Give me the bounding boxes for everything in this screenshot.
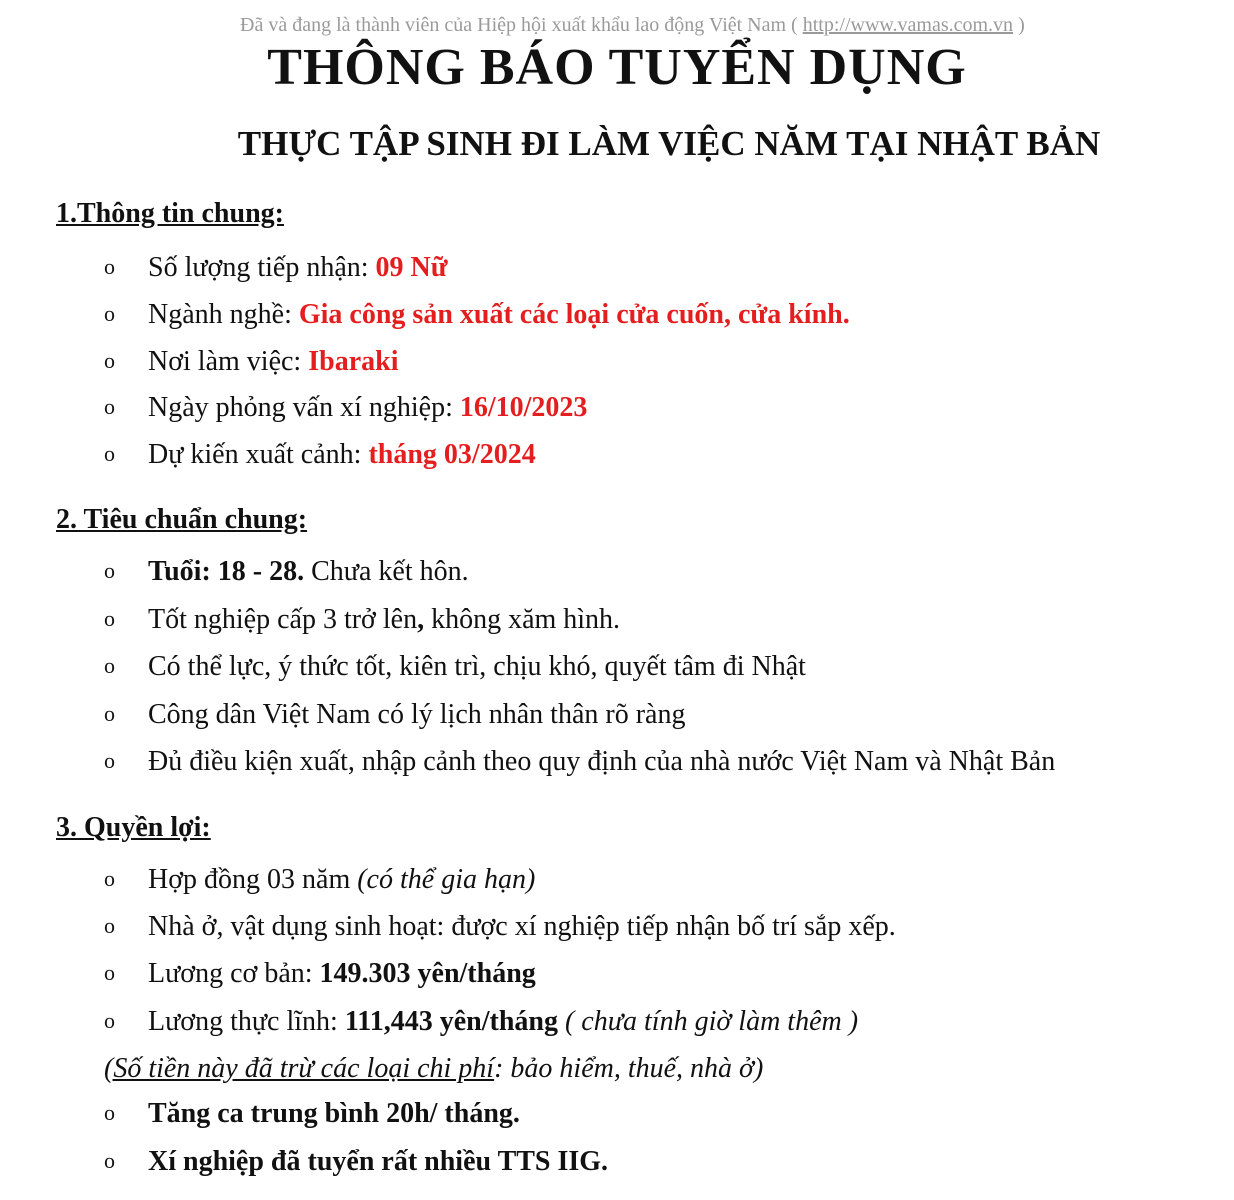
location-value: Ibaraki — [308, 346, 399, 377]
bullet-icon: o — [104, 558, 115, 583]
list-item-company — [104, 1146, 608, 1178]
list-item-departure — [104, 439, 536, 471]
page-title: THÔNG BÁO TUYỂN DỤNG — [267, 39, 967, 96]
section-heading-requirements: 2. Tiêu chuẩn chung: — [56, 504, 308, 535]
list-item-overtime — [104, 1098, 520, 1130]
company-text: Xí nghiệp đã tuyển rất nhiều TTS IIG. — [148, 1146, 609, 1177]
membership-note — [240, 14, 1200, 37]
net-salary-note: ( chưa tính giờ làm thêm ) — [557, 1006, 859, 1037]
website-link[interactable]: http://www.vamas.com.vn — [802, 14, 1014, 36]
quantity-value: 09 Nữ — [375, 252, 448, 283]
bullet-icon: o — [104, 394, 115, 419]
list-item-education — [104, 604, 620, 636]
housing-text: Nhà ở, vật dụng sinh hoạt: được xí nghiệp tiếp nhận bố trí sắp xếp. — [148, 911, 896, 942]
departure-value: tháng 03/2024 — [368, 439, 536, 470]
bullet-icon: o — [104, 913, 115, 938]
section-heading-benefits: 3. Quyền lợi: — [56, 812, 211, 843]
list-item-citizen — [104, 699, 685, 731]
bullet-icon: o — [104, 1148, 115, 1173]
list-item-net-salary — [104, 1006, 858, 1038]
bullet-icon: o — [104, 301, 115, 326]
location-label: Nơi làm việc: — [148, 346, 309, 377]
list-item-quantity — [104, 252, 448, 284]
bullet-icon: o — [104, 653, 115, 678]
net-salary-value: 111,443 yên/tháng — [344, 1006, 558, 1037]
bullet-icon: o — [104, 866, 115, 891]
list-item-age — [104, 556, 469, 588]
contract-note: (có thể gia hạn) — [357, 864, 536, 895]
page-subtitle: THỰC TẬP SINH ĐI LÀM VIỆC NĂM TẠI NHẬT BẢN — [237, 124, 1101, 163]
list-item-location — [104, 346, 398, 378]
section-heading-general-info: 1.Thông tin chung: — [56, 198, 284, 229]
list-item-interview-date — [104, 392, 587, 424]
base-salary-label: Lương cơ bản: — [148, 958, 320, 989]
list-item-industry — [104, 299, 850, 331]
bullet-icon: o — [104, 960, 115, 985]
deduction-note-underlined: (Số tiền này đã trừ các loại chi phí — [104, 1053, 495, 1084]
age-label: Tuổi: 18 - 28. — [148, 556, 305, 587]
fitness-text: Có thể lực, ý thức tốt, kiên trì, chịu khó, quyết tâm đi Nhật — [148, 651, 806, 682]
contract-text: Hợp đồng 03 năm — [148, 864, 358, 895]
industry-value: Gia công sản xuất các loại cửa cuốn, cửa kính. — [298, 299, 850, 330]
citizen-text: Công dân Việt Nam có lý lịch nhân thân rõ ràng — [148, 699, 686, 730]
bullet-icon: o — [104, 441, 115, 466]
bullet-icon: o — [104, 606, 115, 631]
education-comma: , — [417, 604, 425, 635]
eligibility-text: Đủ điều kiện xuất, nhập cảnh theo quy định của nhà nước Việt Nam và Nhật Bản — [148, 746, 1056, 777]
membership-note-text: Đã và đang là thành viên của Hiệp hội xuất khẩu lao động Việt Nam ( — [240, 14, 798, 36]
list-item-fitness — [104, 651, 806, 683]
bullet-icon: o — [104, 254, 115, 279]
list-item-base-salary — [104, 958, 536, 990]
net-salary-label: Lương thực lĩnh: — [148, 1006, 345, 1037]
interview-value: 16/10/2023 — [459, 392, 588, 423]
overtime-text: Tăng ca trung bình 20h/ tháng. — [148, 1098, 520, 1129]
membership-note-close: ) — [1018, 14, 1025, 36]
education-text: Tốt nghiệp cấp 3 trở lên — [148, 604, 418, 635]
quantity-label: Số lượng tiếp nhận: — [148, 252, 376, 283]
bullet-icon: o — [104, 348, 115, 373]
deduction-note-rest: : bảo hiểm, thuế, nhà ở) — [494, 1053, 764, 1084]
list-item-housing — [104, 911, 896, 943]
interview-label: Ngày phỏng vấn xí nghiệp: — [148, 392, 460, 423]
education-rest: không xăm hình. — [424, 604, 621, 635]
bullet-icon: o — [104, 701, 115, 726]
age-rest: Chưa kết hôn. — [304, 556, 469, 587]
list-item-eligibility — [104, 746, 1055, 778]
departure-label: Dự kiến xuất cảnh: — [148, 439, 369, 470]
list-item-contract — [104, 864, 535, 896]
bullet-icon: o — [104, 1100, 115, 1125]
bullet-icon: o — [104, 1008, 115, 1033]
industry-label: Ngành nghề: — [148, 299, 299, 330]
deduction-note — [104, 1053, 763, 1085]
bullet-icon: o — [104, 748, 115, 773]
base-salary-value: 149.303 yên/tháng — [319, 958, 536, 989]
